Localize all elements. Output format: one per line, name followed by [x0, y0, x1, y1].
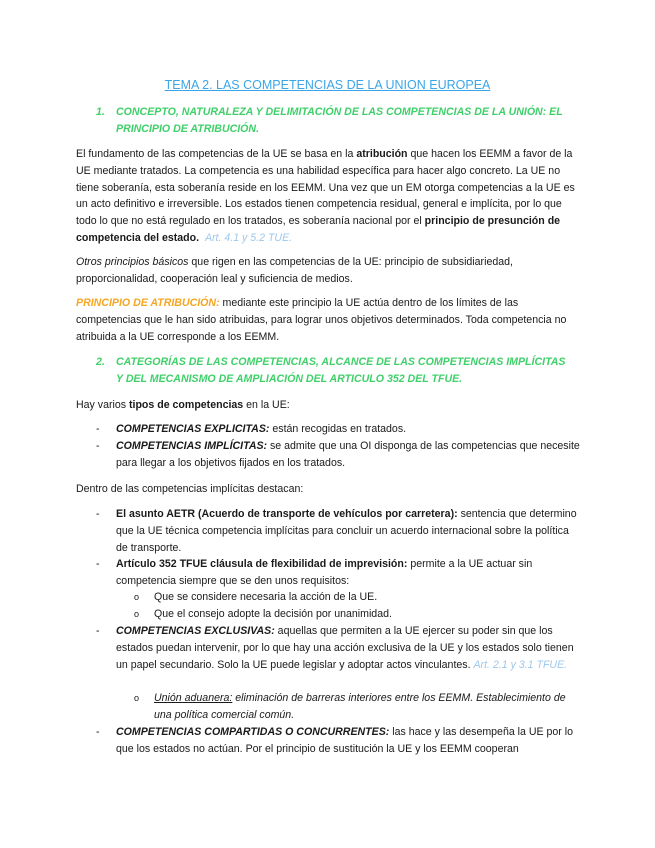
circle-bullet: o	[134, 592, 140, 602]
paragraph-destacan: Dentro de las competencias implícitas destacan:	[76, 483, 304, 495]
section-1-line-2: PRINCIPIO DE ATRIBUCIÓN.	[116, 123, 260, 135]
section-2-number: 2.	[96, 356, 105, 368]
list-item-art352: - Artículo 352 TFUE cláusula de flexibilidad de imprevisión: permite a la UE actuar sin competencia siempre que se den unos requisitos:	[96, 558, 533, 587]
dash-bullet: -	[96, 440, 100, 452]
list-item-implicitas: - COMPETENCIAS IMPLÍCITAS: se admite que una OI disponga de las competencias que necesite para llegar a los objetivos fijados en los tratados.	[96, 440, 580, 469]
sub-item-union-aduanera: o Unión aduanera: eliminación de barreras interiores entre los EEMM. Establecimiento de una política comercial común.	[134, 692, 566, 721]
paragraph-tipos: Hay varios tipos de competencias en la UE:	[76, 399, 290, 411]
list-item-aetr: - El asunto AETR (Acuerdo de transporte de vehículos por carretera): sentencia que determino que la UE técnica competencia implícitas para concluir un acuerdo internacional sobre la política de transporte.	[96, 508, 577, 554]
list-item-explicitas: - COMPETENCIAS EXPLICITAS: están recogidas en tratados.	[96, 421, 586, 438]
list-item-exclusivas: - COMPETENCIAS EXCLUSIVAS: aquellas que permiten a la UE ejercer su poder sin que los estados puedan intervenir, por lo que hay una acción exclusiva de la UE y los estados solo tienen un papel secundario. Solo la UE puede legislar y adoptar actos vinculantes. Art. 2.1 y 3.1 TFUE.	[96, 625, 574, 671]
article-reference: Art. 4.1 y 5.2 TUE.	[204, 231, 293, 244]
circle-bullet: o	[134, 693, 140, 703]
article-reference: Art. 2.1 y 3.1 TFUE.	[473, 658, 568, 671]
dash-bullet: -	[96, 625, 100, 637]
paragraph-otros-principios: Otros principios básicos que rigen en las competencias de la UE: principio de subsidiariedad, proporcionalidad, cooperación leal y suficiencia de medios.	[76, 256, 513, 285]
dash-bullet: -	[96, 726, 100, 738]
sub-item-requisito-1: o Que se considere necesaria la acción de la UE.	[134, 589, 584, 606]
section-1-number: 1.	[96, 106, 105, 118]
dash-bullet: -	[96, 423, 100, 435]
document-title: TEMA 2. LAS COMPETENCIAS DE LA UNION EUROPEA	[164, 78, 491, 92]
circle-bullet: o	[134, 609, 140, 619]
paragraph-fundamento: El fundamento de las competencias de la UE se basa en la atribución que hacen los EEMM a favor de la UE mediante tratados. La competencia es una habilidad específica para hacer algo concreto. La UE no tiene soberanía, esta soberanía reside en los EEMM. Una vez que un EM otorga competencias a la UE es un acto definitivo e irreversible. Los estados tienen competencia residual, general e implícita, por lo que todo lo que no está regulado en los tratados, es soberanía nacional por el principio de presunción de competencia del estado. Art. 4.1 y 5.2 TUE.	[76, 148, 575, 244]
dash-bullet: -	[96, 558, 100, 570]
list-item-compartidas: - COMPETENCIAS COMPARTIDAS O CONCURRENTES: las hace y las desempeña la UE por lo que los estados no actúan. Por el principio de sustitución la UE y los EEMM cooperan	[96, 726, 574, 755]
sub-item-requisito-2: o Que el consejo adopte la decisión por unanimidad.	[134, 606, 584, 623]
principio-label: PRINCIPIO DE ATRIBUCIÓN:	[76, 297, 220, 309]
section-2-line-2: Y DEL MECANISMO DE AMPLIACIÓN DEL ARTICULO 352 DEL TFUE.	[116, 373, 463, 385]
paragraph-principio-atribucion: PRINCIPIO DE ATRIBUCIÓN: mediante este principio la UE actúa dentro de los límites de las competencias que le han sido atribuidas, para lograr unos objetivos determinados. Toda competencia no atribuida a la UE corresponde a los EEMM.	[76, 297, 567, 343]
dash-bullet: -	[96, 508, 100, 520]
section-2-line-1: CATEGORÍAS DE LAS COMPETENCIAS, ALCANCE DE LAS COMPETENCIAS IMPLÍCITAS	[116, 356, 566, 368]
section-1-line-1: CONCEPTO, NATURALEZA Y DELIMITACIÓN DE LAS COMPETENCIAS DE LA UNIÓN: EL	[116, 106, 563, 118]
